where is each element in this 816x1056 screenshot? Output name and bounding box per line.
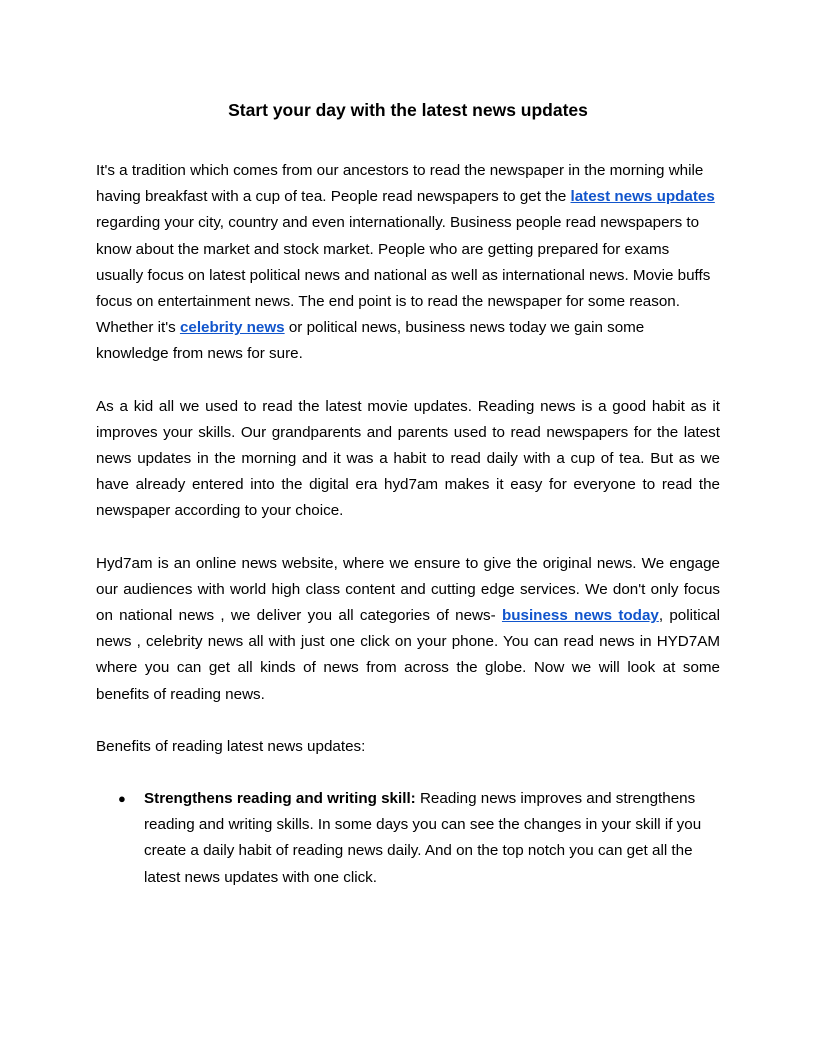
paragraph-childhood: As a kid all we used to read the latest movie updates. Reading news is a good habit as it improves your skills. Our grandparents and parents used to read newspapers for the latest news updates in the morning and it was a habit to read daily with a cup of tea. But as we have already entered into the digital era hyd7am makes it easy for everyone to read the newspaper according to your choice. [96, 397, 720, 520]
paragraph-intro-text-1: It's a tradition which comes from our ancestors to read the newspaper in the morning while having breakfast with a cup of tea. People read newspapers to get the [96, 162, 704, 206]
page-title: Start your day with the latest news updates [228, 100, 588, 120]
paragraph-hyd7am [96, 551, 720, 708]
document-page [96, 96, 720, 891]
celebrity-news-link[interactable]: celebrity news [179, 319, 285, 337]
benefit-title: Strengthens reading and writing skill: [144, 790, 416, 808]
benefit-item [96, 786, 720, 891]
paragraph-hyd7am-text-1: Hyd7am is an online news website, where we ensure to give the original news. We engage our audiences with world high class content and cutting edge services. We don't only focus on national news , we deliver you all categories of news- [96, 554, 720, 625]
benefits-heading: Benefits of reading latest news updates: [96, 737, 366, 755]
benefits-list [96, 786, 720, 891]
paragraph-intro-text-2: regarding your city, country and even internationally. Business people read newspapers to know about the market and stock market. People who are getting prepared for exams usually focus on latest political news and national as well as international news. Movie buffs focus on entertainment news. The end point is to read the newspaper for some reason. Whether it's [96, 214, 711, 337]
paragraph-intro-text-3: or political news, business news today we gain some knowledge from news for sure. [96, 319, 645, 363]
paragraph-hyd7am-text-2: , political news , celebrity news all with just one click on your phone. You can read news in HYD7AM where you can get all kinds of news from across the globe. Now we will look at some benefits of reading news. [96, 607, 720, 703]
bullet-icon: ● [118, 791, 126, 807]
business-news-today-link[interactable]: business news today [501, 607, 659, 625]
paragraph-intro [96, 158, 720, 368]
latest-news-updates-link[interactable]: latest news updates [570, 188, 715, 206]
benefit-text: Reading news improves and strengthens reading and writing skills. In some days you can see the changes in your skill if you create a daily habit of reading news daily. And on the top notch you can get all the latest news updates with one click. [144, 790, 702, 886]
